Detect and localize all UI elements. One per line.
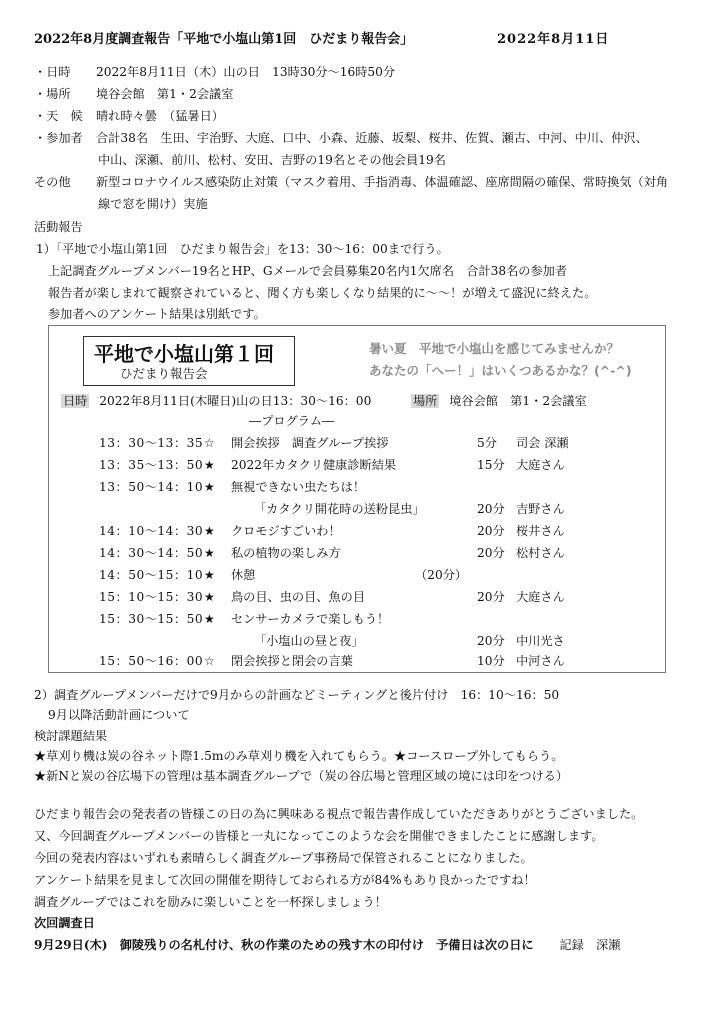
flyer-title: 平地で小塩山第１回 — [94, 342, 274, 366]
info-row-participants: ・参加者 合計38名 生田、宇治野、大庭、口中、小森、近藤、坂梨、桜井、佐賀、瀬古、中河、中川、仲沢、 — [34, 131, 648, 145]
info-row-other: その他 新型コロナウイルス感染防止対策（マスク着用、手指消毒、体温確認、座席間隔の確保、常時換気（対角 — [34, 175, 669, 189]
program-row: 13：50〜14：10 ★ 無視できない虫たちは！ — [49, 478, 667, 500]
activity-item-1: 1）「平地で小塩山第1回 ひだまり報告会」を13：30〜16：00まで行う。 — [36, 242, 449, 256]
closing-line: 調査グループではこれを励みに楽しいことを一杯探しましょう！ — [34, 895, 387, 909]
flyer-tagline: あなたの「へー！」はいくつあるかな？(^-^) — [369, 363, 632, 378]
program-heading: ―プログラム― — [249, 414, 335, 428]
event-flyer — [48, 325, 666, 673]
star-icon: ★ — [204, 568, 215, 582]
activity-line: 参加者へのアンケート結果は別紙です。 — [48, 307, 266, 321]
activity-line: 上記調査グループメンバー19名とHP、Gメールで会員募集20名内1欠席名 合計38名の参加者 — [48, 264, 568, 278]
closing-line: 今回の発表内容はいずれも素晴らしく調査グループ事務局で保管されることになりました。 — [34, 851, 533, 865]
review-line: ★新Nと炭の谷広場下の管理は基本調査グループで（炭の谷広場と管理区域の境には印をつける） — [34, 769, 569, 783]
flyer-date-label: 日時 — [63, 394, 88, 408]
activity-item-2-detail: 9月以降活動計画について — [48, 708, 190, 722]
program-row: 13：35〜13：50 ★ 2022年カタクリ健康診断結果 15分 大庭さん — [49, 456, 667, 478]
review-heading: 検討課題結果 — [34, 729, 108, 743]
flyer-date-value: 2022年8月11日(木曜日)山の日13：30〜16：00 — [99, 394, 372, 408]
info-row-place: ・場所 境谷会館 第1・2会議室 — [34, 87, 234, 101]
flyer-place-value: 境谷会館 第1・2会議室 — [449, 394, 587, 408]
flyer-place-label: 場所 — [413, 394, 438, 408]
flyer-date-row — [61, 392, 371, 410]
report-title: 2022年8月度調査報告「平地で小塩山第1回 ひだまり報告会」 — [34, 32, 414, 47]
program-row: 13：30〜13：35 ☆ 開会挨拶 調査グループ挨拶 5分 司会 深瀬 — [49, 434, 667, 456]
report-date: 2022年8月11日 — [497, 32, 610, 47]
program-row: 15：10〜15：30 ★ 鳥の目、虫の目、魚の目 20分 大庭さん — [49, 588, 667, 610]
next-survey-heading: 次回調査日 — [34, 916, 95, 930]
program-row: 14：50〜15：10 ★ 休憩 （20分） — [49, 566, 667, 588]
info-row-other-cont: 線で窓を開け）実施 — [98, 197, 208, 211]
star-icon: ★ — [204, 612, 215, 626]
flyer-place-row — [411, 392, 587, 410]
program-row: 14：30〜14：50 ★ 私の植物の楽しみ方 20分 松村さん — [49, 544, 667, 566]
program-row: 15：50〜16：00 ☆ 閉会挨拶と閉会の言葉 10分 中河さん — [49, 652, 667, 674]
info-row-datetime: ・日時 2022年8月11日（木）山の日 13時30分〜16時50分 — [34, 65, 396, 79]
program-row: 「カタクリ開花時の送粉昆虫」 20分 吉野さん — [254, 502, 565, 516]
program-row: 15：30〜15：50 ★ センサーカメラで楽しもう！ — [49, 610, 667, 632]
activity-line: 報告者が楽しまれて観察されていると、聞く方も楽しくなり結果的に〜〜！が増えて盛況に終えた。 — [48, 286, 597, 300]
activity-heading: 活動報告 — [34, 220, 83, 234]
program-row: 14：10〜14：30 ★ クロモジすごいわ！ 20分 桜井さん — [49, 522, 667, 544]
info-row-participants-cont: 中山、深瀬、前川、松村、安田、吉野の19名とその他会員19名 — [98, 153, 446, 167]
star-icon: ★ — [204, 524, 215, 538]
activity-item-2: 2）調査グループメンバーだけで9月からの計画などミーティングと後片付け 16：10〜16：50 — [34, 688, 560, 702]
closing-line: アンケート結果を見まして次回の開催を期待しておられる方が84%もあり良かったですね！ — [34, 873, 536, 887]
star-icon: ★ — [204, 458, 215, 472]
next-survey-text: 9月29日(木) 御陵残りの名札付け、秋の作業のための残す木の印付け 予備日は次の日に — [34, 938, 534, 952]
closing-line: 又、今回調査グループメンバーの皆様と一丸になってこのような会を開催できましたことに感謝します。 — [34, 829, 604, 843]
star-icon: ★ — [204, 590, 215, 604]
recorder: 記録 深瀬 — [559, 938, 621, 952]
review-line: ★草刈り機は炭の谷ネット際1.5mのみ草刈り機を入れてもらう。★コースロープ外してもらう。 — [34, 749, 564, 763]
star-icon: ☆ — [204, 654, 215, 668]
flyer-subtitle: ひだまり報告会 — [120, 366, 208, 381]
flyer-tagline: 暑い夏 平地で小塩山を感じてみませんか？ — [369, 341, 620, 356]
program-row: 「小塩山の昼と夜」 20分 中川光さ — [254, 634, 565, 648]
closing-line: ひだまり報告会の発表者の皆様この日の為に興味ある視点で報告書作成していただきありがとうございました。 — [34, 807, 644, 821]
star-icon: ☆ — [204, 436, 215, 450]
next-survey-row — [34, 936, 620, 954]
info-row-weather: ・天 候 晴れ時々曇 （猛暑日） — [34, 109, 224, 123]
star-icon: ★ — [204, 546, 215, 560]
flyer-title-box — [83, 336, 295, 386]
star-icon: ★ — [204, 480, 215, 494]
